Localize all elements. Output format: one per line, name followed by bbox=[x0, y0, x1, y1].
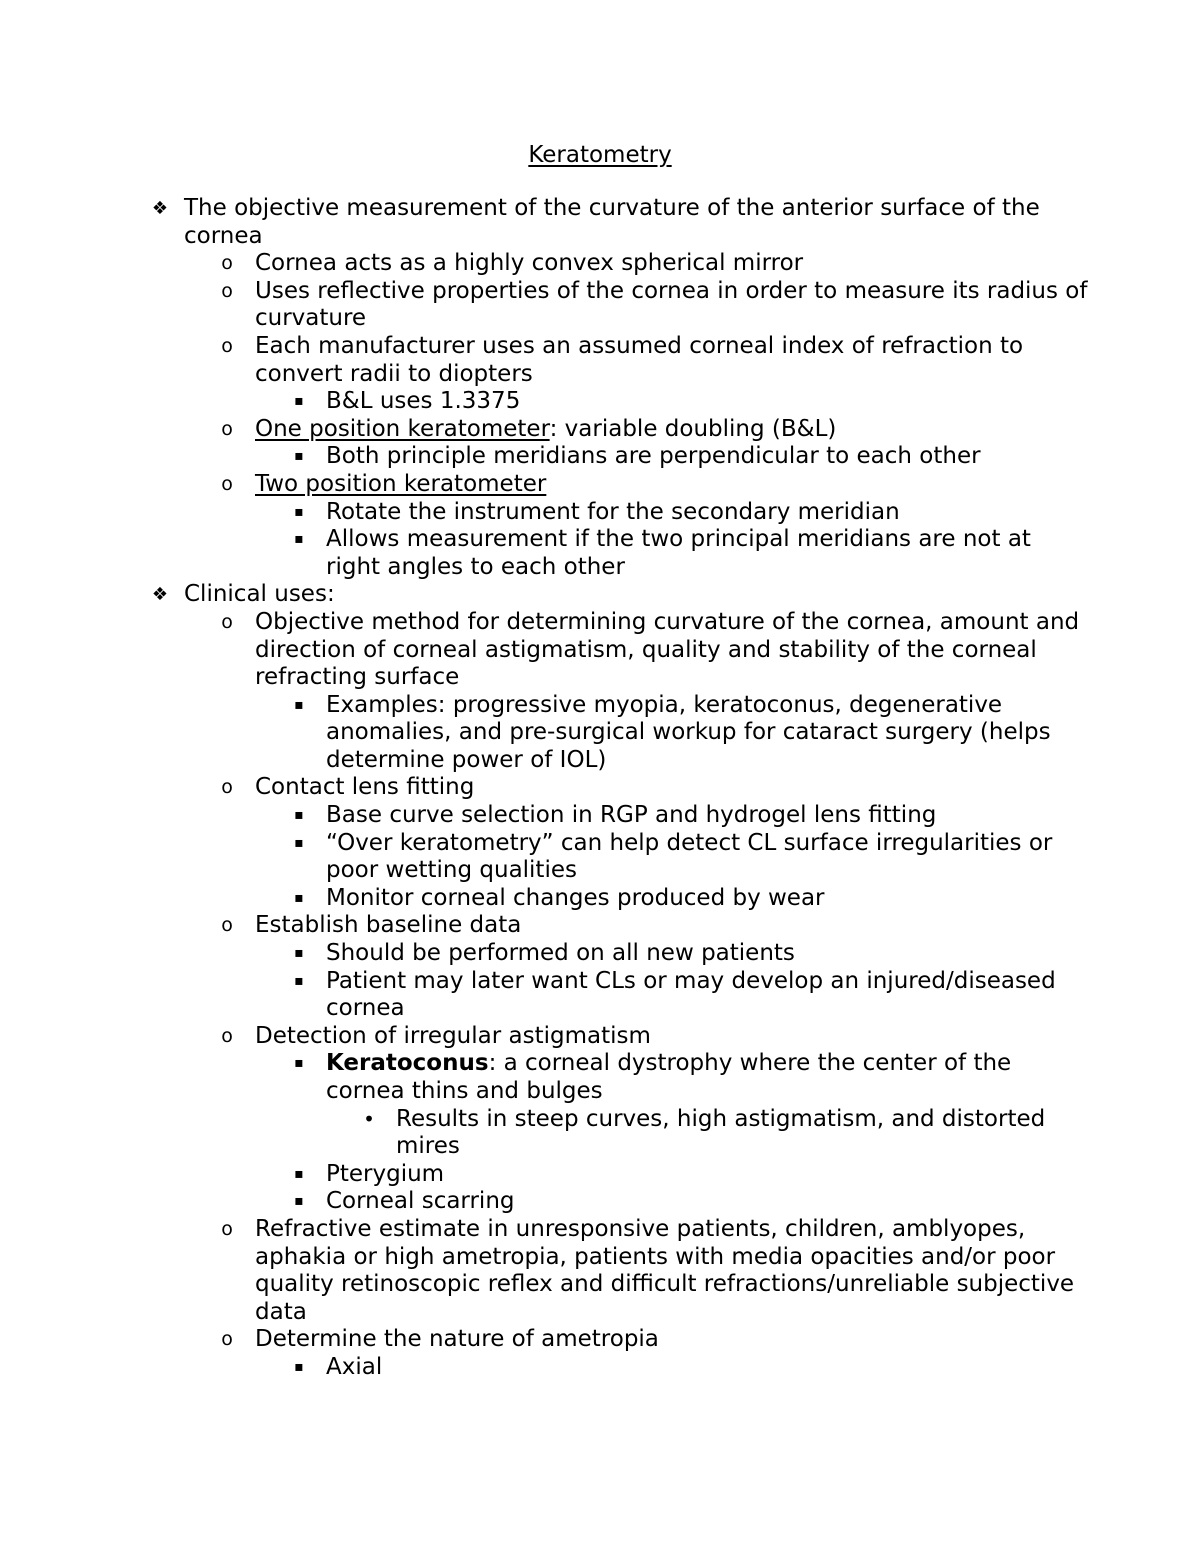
list-item bbox=[148, 195, 1088, 250]
list-item bbox=[148, 443, 1088, 471]
list-item bbox=[148, 250, 1088, 278]
circle-bullet-icon: o bbox=[221, 610, 233, 633]
underlined-term: One position keratometer bbox=[255, 415, 550, 442]
circle-bullet-icon: o bbox=[221, 1217, 233, 1240]
square-bullet-icon: ▪ bbox=[294, 1055, 304, 1072]
list-item-text: The objective measurement of the curvature of the anterior surface of the cornea bbox=[184, 195, 1040, 249]
square-bullet-icon: ▪ bbox=[294, 448, 304, 465]
list-item bbox=[148, 609, 1088, 692]
circle-bullet-icon: o bbox=[221, 1328, 233, 1351]
diamond-bullet-icon: ❖ bbox=[151, 584, 169, 606]
list-item bbox=[148, 278, 1088, 333]
list-item-text: B&L uses 1.3375 bbox=[326, 388, 521, 415]
circle-bullet-icon: o bbox=[221, 776, 233, 799]
list-item bbox=[148, 885, 1088, 913]
list-item bbox=[148, 333, 1088, 388]
list-item-text: : variable doubling (B&L) bbox=[549, 415, 837, 442]
square-bullet-icon: ▪ bbox=[294, 696, 304, 713]
list-item bbox=[148, 1023, 1088, 1051]
list-item-text: Each manufacturer uses an assumed corneal index of refraction to convert radii to diopters bbox=[255, 332, 1024, 387]
square-bullet-icon: ▪ bbox=[294, 503, 304, 520]
circle-bullet-icon: o bbox=[221, 279, 233, 302]
list-item-text: Monitor corneal changes produced by wear bbox=[326, 884, 825, 911]
list-item-text: Should be performed on all new patients bbox=[326, 940, 795, 967]
square-bullet-icon: ▪ bbox=[294, 1358, 304, 1375]
square-bullet-icon: ▪ bbox=[294, 834, 304, 851]
circle-bullet-icon: o bbox=[221, 334, 233, 357]
circle-bullet-icon: o bbox=[221, 472, 233, 495]
document-title: Keratometry bbox=[528, 142, 672, 168]
list-item-text: Base curve selection in RGP and hydrogel lens fitting bbox=[326, 802, 937, 829]
list-item-text: Axial bbox=[326, 1353, 383, 1380]
list-item-text: Clinical uses: bbox=[184, 581, 335, 608]
list-item bbox=[148, 416, 1088, 444]
list-item bbox=[148, 388, 1088, 416]
list-item bbox=[148, 912, 1088, 940]
outline-list bbox=[148, 195, 1088, 1382]
circle-bullet-icon: o bbox=[221, 252, 233, 275]
square-bullet-icon: ▪ bbox=[294, 1193, 304, 1210]
list-item-text: Objective method for determining curvature of the cornea, amount and direction of corneal astigmatism, quality and stability of the corneal refracting surface bbox=[255, 608, 1080, 691]
list-item bbox=[148, 940, 1088, 968]
diamond-bullet-icon: ❖ bbox=[151, 198, 169, 219]
list-item bbox=[148, 1326, 1088, 1354]
list-item bbox=[148, 1106, 1088, 1161]
square-bullet-icon: ▪ bbox=[294, 889, 304, 906]
list-item bbox=[148, 692, 1088, 775]
list-item bbox=[148, 802, 1088, 830]
list-item-text: : a corneal dystrophy where the center of the cornea thins and bulges bbox=[326, 1050, 1012, 1104]
list-item-text: Contact lens fitting bbox=[255, 774, 475, 801]
list-item-text: Refractive estimate in unresponsive patients, children, amblyopes, aphakia or high ametropia, patients with media opacities and/or poor quality retinoscopic reflex and difficult refractions/unreliable subjective data bbox=[255, 1215, 1075, 1325]
bold-term: Keratoconus bbox=[326, 1050, 489, 1077]
list-item bbox=[148, 1216, 1088, 1326]
circle-bullet-icon: o bbox=[221, 417, 233, 440]
list-item-text: Cornea acts as a highly convex spherical mirror bbox=[255, 250, 804, 277]
square-bullet-icon: ▪ bbox=[294, 807, 304, 824]
list-item-text: “Over keratometry” can help detect CL surface irregularities or poor wetting qualities bbox=[326, 829, 1053, 884]
list-item-text: Uses reflective properties of the cornea in order to measure its radius of curvature bbox=[255, 277, 1088, 332]
list-item-text: Establish baseline data bbox=[255, 912, 522, 939]
square-bullet-icon: ▪ bbox=[294, 1165, 304, 1182]
circle-bullet-icon: o bbox=[221, 914, 233, 937]
list-item bbox=[148, 830, 1088, 885]
square-bullet-icon: ▪ bbox=[294, 393, 304, 410]
list-item bbox=[148, 1354, 1088, 1382]
dot-bullet-icon: • bbox=[363, 1106, 375, 1131]
list-item-text: Patient may later want CLs or may develop an injured/diseased cornea bbox=[326, 967, 1056, 1022]
list-item bbox=[148, 526, 1088, 581]
list-item-text: Detection of irregular astigmatism bbox=[255, 1022, 651, 1049]
list-item-text: Pterygium bbox=[326, 1160, 445, 1187]
list-item-text: Both principle meridians are perpendicular to each other bbox=[326, 443, 981, 470]
list-item bbox=[148, 774, 1088, 802]
square-bullet-icon: ▪ bbox=[294, 972, 304, 989]
list-item bbox=[148, 1161, 1088, 1189]
list-item bbox=[148, 499, 1088, 527]
list-item-text: Allows measurement if the two principal meridians are not at right angles to each other bbox=[326, 526, 1031, 580]
list-item-text: Results in steep curves, high astigmatism, and distorted mires bbox=[396, 1105, 1046, 1160]
circle-bullet-icon: o bbox=[221, 1024, 233, 1047]
square-bullet-icon: ▪ bbox=[294, 945, 304, 962]
list-item-text: Determine the nature of ametropia bbox=[255, 1326, 659, 1353]
list-item-text: Examples: progressive myopia, keratoconus, degenerative anomalies, and pre-surgical workup for cataract surgery (helps determine power of IOL) bbox=[326, 691, 1051, 773]
list-item-text: Rotate the instrument for the secondary meridian bbox=[326, 498, 900, 525]
list-item bbox=[148, 1188, 1088, 1216]
square-bullet-icon: ▪ bbox=[294, 531, 304, 548]
list-item bbox=[148, 471, 1088, 499]
list-item bbox=[148, 581, 1088, 609]
list-item bbox=[148, 1050, 1088, 1105]
underlined-term: Two position keratometer bbox=[255, 470, 547, 497]
list-item-text: Corneal scarring bbox=[326, 1188, 515, 1215]
list-item bbox=[148, 968, 1088, 1023]
